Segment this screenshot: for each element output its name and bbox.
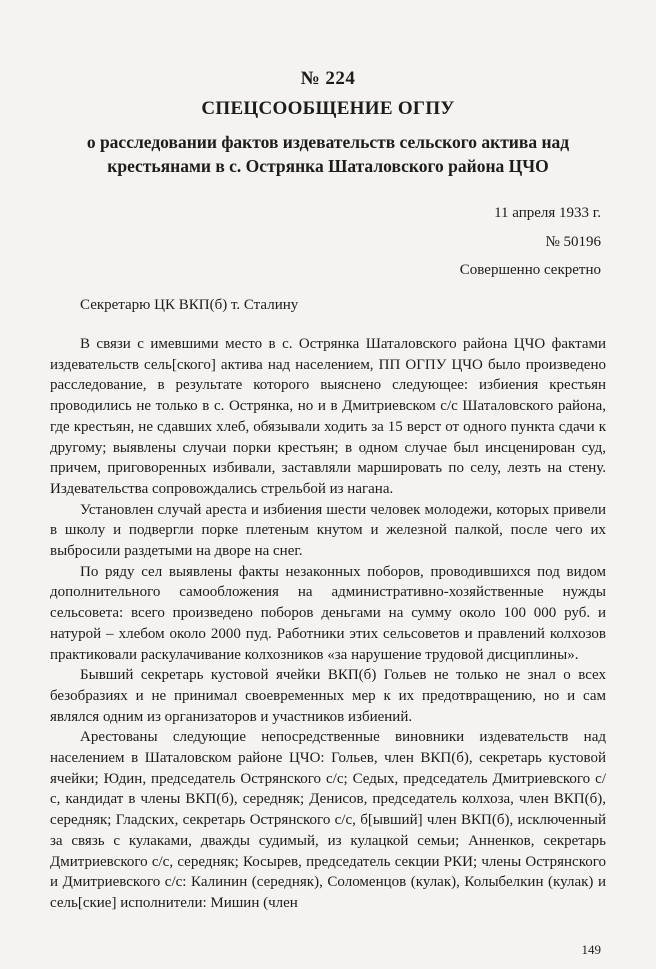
- body-paragraph: Арестованы следующие непосредственные виновники издевательств над населением в Шаталовском районе ЦЧО: Гольев, член ВКП(б), секретарь кустовой ячейки; Юдин, председатель Острянского с/с; Седых, председатель Дмитриевского с/с, кандидат в члены ВКП(б), середняк; Денисов, председатель колхоза, член ВКП(б), середняк; Гладских, секретарь Острянского с/с, б[ывший] член ВКП(б), исключенный за связь с кулаками, дважды судимый, из кулацкой семьи; Анненков, секретарь Дмитриевского с/с, середняк; Косырев, председатель секции РКИ; члены Острянского и Дмитриевского с/с: Калинин (середняк), Соломенцов (кулак), Колыбелкин (кулак) и сель[ские] исполнители: Мишин (член: [50, 729, 606, 911]
- document-body: [50, 334, 606, 914]
- body-paragraph: По ряду сел выявлены факты незаконных поборов, проводившихся под видом дополнительного самообложения на административно-хозяйственные нужды сельсовета: всего произведено поборов деньгами на сумму около 100 000 руб. и натурой – хлебом около 2000 пуд. Работники этих сельсоветов и правлений колхозов практиковали раскулачивание колхозников «за нарушение трудовой дисциплины».: [50, 563, 606, 663]
- body-paragraph: Установлен случай ареста и избиения шести человек молодежи, которых привели в школу и подвергли порке плетеным кнутом и железной палкой, после чего их выбросили раздетыми на дворе на снег.: [50, 501, 606, 560]
- classification-label: Совершенно секретно: [459, 262, 601, 278]
- body-paragraph: В связи с имевшими место в с. Острянка Шаталовского района ЦЧО фактами издевательств сель[ского] актива над населением, ПП ОГПУ ЦЧО было произведено расследование, в результате которого выяснено следующее: избиения крестьян проводились не только в с. Острянка, но и в Дмитриевском с/с Шаталовского района, где крестьян, не сдавших хлеб, обязывали ходить за 15 верст от одного пункта сдачи к другому; выявлены случаи порки крестьян; в одном случае был инсценирован суд, причем, приговоренных избивали, заставляли маршировать по селу, лезть на стену. Издевательства сопровождались стрельбой из нагана.: [50, 336, 606, 497]
- document-number: № 224: [300, 68, 356, 89]
- registration-number: № 50196: [545, 234, 601, 250]
- document-subject: о расследовании фактов издевательств сельского актива над крестьянами в с. Острянка Шаталовского района ЦЧО: [86, 132, 570, 176]
- document-type-heading: СПЕЦСООБЩЕНИЕ ОГПУ: [201, 98, 455, 119]
- page-number: 149: [581, 942, 601, 957]
- addressee-line: Секретарю ЦК ВКП(б) т. Сталину: [80, 297, 299, 313]
- document-date: 11 апреля 1933 г.: [494, 205, 601, 221]
- body-paragraph: Бывший секретарь кустовой ячейки ВКП(б) Гольев не только не знал о всех безобразиях и не принимал своевременных мер к их предотвращению, но и сам являлся одним из организаторов и участников избиений.: [50, 667, 606, 725]
